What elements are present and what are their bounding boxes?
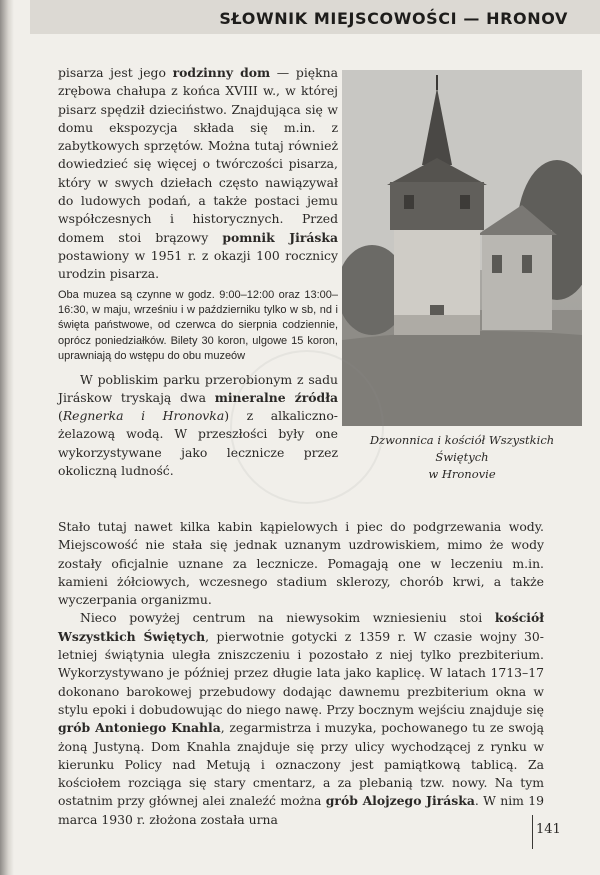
text-span: postawiony w 1951 r. z okazji 100 rocznicy urodzin pisarza. — [58, 247, 338, 282]
bold-term-zrodla: mineralne źródła — [214, 389, 338, 405]
bold-term-rodzinny-dom: rodzinny dom — [172, 65, 271, 80]
bold-term-pomnik: pomnik Jiráska — [222, 229, 338, 245]
watermark-emblem — [230, 350, 384, 504]
paragraph-church — [58, 609, 544, 829]
bold-term-grob-jiraska: grób Alojzego Jiráska — [325, 793, 475, 809]
text-span: W pobliskim parku przerobionym z sadu Jiráskow tryskają dwa — [58, 371, 338, 405]
text-span: — piękna zrębowa chałupa z końca XVIII w., w której pisarz spędził dzieciństwo. Znajdująca się w domu ekspozycja składa się m.in. z zabytkowych sprzętów. Można tutaj również dowiedzieć się więcej o twórczości pisarza, który w swych dziełach często nawiązywał do ludowych podań, a także postaci jemu współczesnych i historycznych. Przed domem stoi brązowy — [58, 65, 338, 245]
full-width-text — [58, 518, 544, 829]
paragraph-rodzinny-dom — [58, 64, 338, 284]
text-span: , pierwotnie gotycki z 1359 r. W czasie wojny 30-letniej świątynia uległa zniszczeniu i pozostało z niej tylko prezbiterium. Wykorzystywano je później przez długie lata jako kaplicę. W latach 1713–17 dokonano barokowej przebudowy dodając dawnemu prezbiterium okna w stylu epoki i dobudowując do niego nawę. Przy bocznym wejściu znajduje się — [58, 628, 544, 717]
paragraph-springs-cont: Stało tutaj nawet kilka kabin kąpielowych i piec do podgrzewania wody. Miejscowość nie stała się jednak uznanym uzdrowiskiem, mimo że wody zostały oficjalnie uznane za lecznicze. Pomagają one w leczeniu m.in. kamieni żółciowych, wczesnego stadium sklerozy, chorób krwi, a także wyczerpania organizmu. — [58, 519, 544, 608]
text-span: , zegarmistrza i muzyka, pochowanego tu ze swoją żoną Justyną. Dom Knahla znajduje się przy ulicy wychodzącej z rynku w kierunku Policy nad Metują i oznaczony jest pamiątkową tablicą. Za kościołem rozciąga się stary cmentarz, a za plebanią tzw. nowy. Na tym ostatnim przy głównej alei znaleźć można — [58, 720, 545, 809]
page-gutter-shadow — [0, 0, 14, 875]
bold-term-kosciol: kościół Wszystkich Świętych — [58, 610, 544, 644]
text-span: pisarza jest jego — [58, 65, 173, 80]
text-span: Nieco powyżej centrum na niewysokim wzniesieniu stoi — [80, 610, 495, 626]
museum-info-box: Oba muzea są czynne w godz. 9:00–12:00 oraz 13:00–16:30, w maju, wrześniu i w październiku tylko w sb, nd i święta państwowe, od czerwca do sierpnia codziennie, oprócz poniedziałków. Bilety 30 koron, ulgowe 15 koron, uprawniają do wstępu do obu muzeów — [58, 288, 338, 363]
photo-belfry-church — [342, 70, 582, 426]
belfry-illustration — [342, 70, 582, 426]
header-title: SŁOWNIK MIEJSCOWOŚCI — HRONOV — [219, 9, 568, 28]
text-span: ( — [58, 408, 63, 424]
text-span: . W nim 19 marca 1930 r. złożona została urna — [58, 793, 545, 827]
caption-line: Dzwonnica i kościół Wszystkich Świętych — [369, 433, 555, 464]
caption-line: w Hronovie — [428, 467, 496, 481]
running-header — [30, 0, 600, 34]
page-number-rule — [532, 815, 533, 849]
bold-term-grob-knahla: grób Antoniego Knahla — [58, 720, 221, 736]
page-number: 141 — [536, 822, 561, 837]
text-span: ) z alkaliczno-żelazową wodą. W przeszłości były one wykorzystywane jako lecznicze przez okoliczną ludność. — [58, 408, 338, 479]
italic-spring-names: Regnerka i Hronovka — [62, 408, 225, 424]
